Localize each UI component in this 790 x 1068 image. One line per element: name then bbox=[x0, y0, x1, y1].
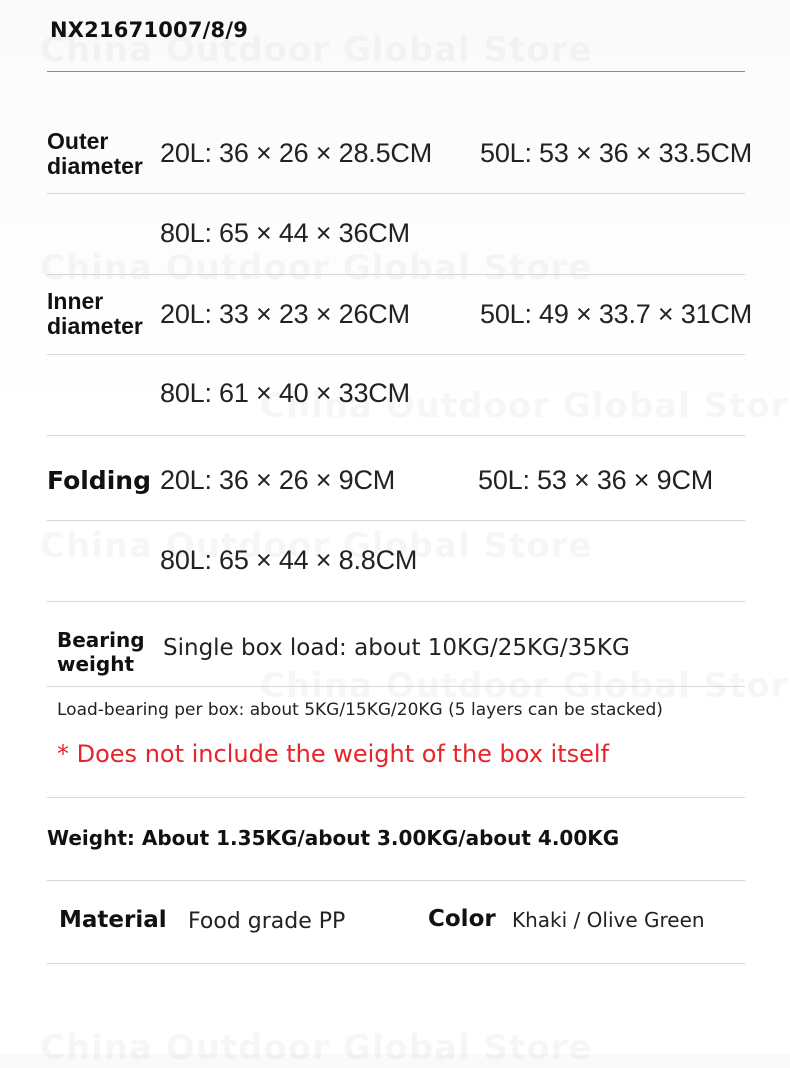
box-weight-note: * Does not include the weight of the box itself bbox=[57, 740, 610, 768]
outer-diameter-label: Outer diameter bbox=[47, 128, 143, 179]
color-label: Color bbox=[428, 906, 496, 932]
inner-20l-value: 20L: 33 × 23 × 26CM bbox=[160, 299, 410, 329]
inner-diameter-label: Inner diameter bbox=[47, 288, 143, 339]
weight-text: Weight: About 1.35KG/about 3.00KG/about 4.00KG bbox=[47, 826, 620, 850]
divider bbox=[47, 686, 745, 687]
inner-50l-value: 50L: 49 × 33.7 × 31CM bbox=[480, 299, 752, 329]
divider bbox=[47, 520, 745, 521]
folding-label: Folding bbox=[47, 466, 151, 495]
divider bbox=[47, 601, 745, 602]
folding-20l-value: 20L: 36 × 26 × 9CM bbox=[160, 465, 396, 495]
divider bbox=[47, 71, 745, 72]
material-value: Food grade PP bbox=[188, 909, 346, 934]
divider bbox=[47, 797, 745, 798]
watermark bbox=[40, 248, 592, 288]
folding-50l-value: 50L: 53 × 36 × 9CM bbox=[478, 465, 714, 495]
single-box-load: Single box load: about 10KG/25KG/35KG bbox=[163, 635, 630, 661]
bearing-weight-label: Bearing weight bbox=[57, 628, 145, 676]
model-number: NX21671007/8/9 bbox=[50, 18, 249, 42]
watermark bbox=[40, 1028, 592, 1068]
outer-50l-value: 50L: 53 × 36 × 33.5CM bbox=[480, 138, 752, 168]
divider bbox=[47, 435, 745, 436]
divider bbox=[47, 274, 745, 275]
divider bbox=[47, 193, 745, 194]
divider bbox=[47, 880, 745, 881]
divider bbox=[47, 963, 745, 964]
divider bbox=[47, 354, 745, 355]
folding-80l-value: 80L: 65 × 44 × 8.8CM bbox=[160, 545, 418, 575]
outer-80l-value: 80L: 65 × 44 × 36CM bbox=[160, 218, 410, 248]
outer-20l-value: 20L: 36 × 26 × 28.5CM bbox=[160, 138, 432, 168]
inner-80l-value: 80L: 61 × 40 × 33CM bbox=[160, 378, 410, 408]
load-bearing-per-box: Load-bearing per box: about 5KG/15KG/20KG (5 layers can be stacked) bbox=[57, 700, 663, 720]
material-label: Material bbox=[59, 907, 167, 933]
color-value: Khaki / Olive Green bbox=[512, 908, 705, 932]
